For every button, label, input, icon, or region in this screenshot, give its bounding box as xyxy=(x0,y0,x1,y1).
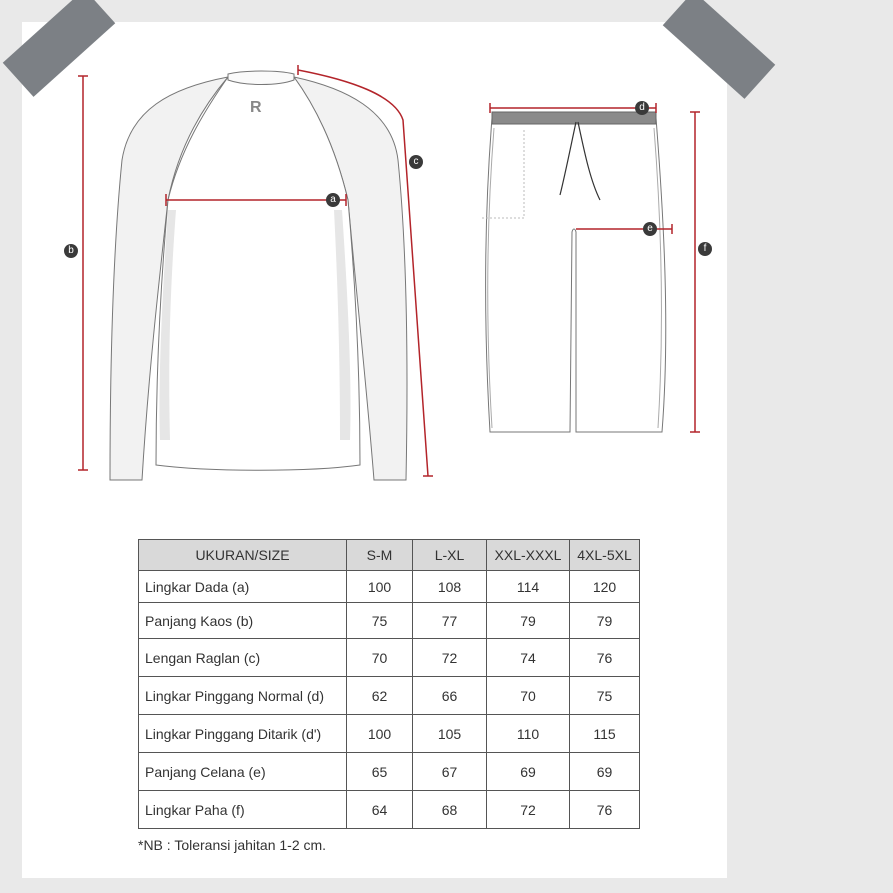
cell: 67 xyxy=(413,753,487,791)
label-f: f xyxy=(698,242,712,256)
table-row xyxy=(139,639,640,677)
cell: 65 xyxy=(347,753,413,791)
cell: 64 xyxy=(347,791,413,829)
cell: 114 xyxy=(487,571,570,603)
pants-drawing xyxy=(482,112,666,432)
cell: 72 xyxy=(487,791,570,829)
shirt-collar xyxy=(228,71,294,85)
cell: 66 xyxy=(413,677,487,715)
header-xxl-xxxl: XXL-XXXL xyxy=(487,540,570,571)
cell: 100 xyxy=(347,715,413,753)
cell: 74 xyxy=(487,639,570,677)
row-label: Lengan Raglan (c) xyxy=(139,639,347,677)
label-e: e xyxy=(643,222,657,236)
cell: 68 xyxy=(413,791,487,829)
cell: 69 xyxy=(570,753,640,791)
cell: 105 xyxy=(413,715,487,753)
table-row xyxy=(139,715,640,753)
cell: 72 xyxy=(413,639,487,677)
label-c: c xyxy=(409,155,423,169)
cell: 75 xyxy=(570,677,640,715)
cell: 75 xyxy=(347,603,413,639)
cell: 79 xyxy=(487,603,570,639)
pants-waistband xyxy=(492,112,656,124)
cell: 77 xyxy=(413,603,487,639)
pants-outline xyxy=(486,118,666,432)
table-row xyxy=(139,791,640,829)
tolerance-note: *NB : Toleransi jahitan 1-2 cm. xyxy=(138,837,327,853)
row-label: Lingkar Dada (a) xyxy=(139,571,347,603)
header-4xl-5xl: 4XL-5XL xyxy=(570,540,640,571)
row-label: Lingkar Paha (f) xyxy=(139,791,347,829)
table-row xyxy=(139,571,640,603)
cell: 108 xyxy=(413,571,487,603)
cell: 115 xyxy=(570,715,640,753)
header-s-m: S-M xyxy=(347,540,413,571)
header-size: UKURAN/SIZE xyxy=(139,540,347,571)
cell: 62 xyxy=(347,677,413,715)
table-row xyxy=(139,603,640,639)
cell: 70 xyxy=(487,677,570,715)
size-table xyxy=(138,539,640,829)
cell: 76 xyxy=(570,791,640,829)
cell: 120 xyxy=(570,571,640,603)
header-l-xl: L-XL xyxy=(413,540,487,571)
shirt-drawing xyxy=(110,71,407,480)
cell: 70 xyxy=(347,639,413,677)
cell: 79 xyxy=(570,603,640,639)
shirt-logo: R xyxy=(250,99,262,116)
size-table-header xyxy=(139,540,640,571)
label-d: d xyxy=(635,101,649,115)
row-label: Panjang Kaos (b) xyxy=(139,603,347,639)
cell: 100 xyxy=(347,571,413,603)
table-row xyxy=(139,677,640,715)
cell: 110 xyxy=(487,715,570,753)
cell: 76 xyxy=(570,639,640,677)
row-label: Panjang Celana (e) xyxy=(139,753,347,791)
cell: 69 xyxy=(487,753,570,791)
row-label: Lingkar Pinggang Ditarik (d') xyxy=(139,715,347,753)
label-a: a xyxy=(326,193,340,207)
table-row xyxy=(139,753,640,791)
label-b: b xyxy=(64,244,78,258)
row-label: Lingkar Pinggang Normal (d) xyxy=(139,677,347,715)
